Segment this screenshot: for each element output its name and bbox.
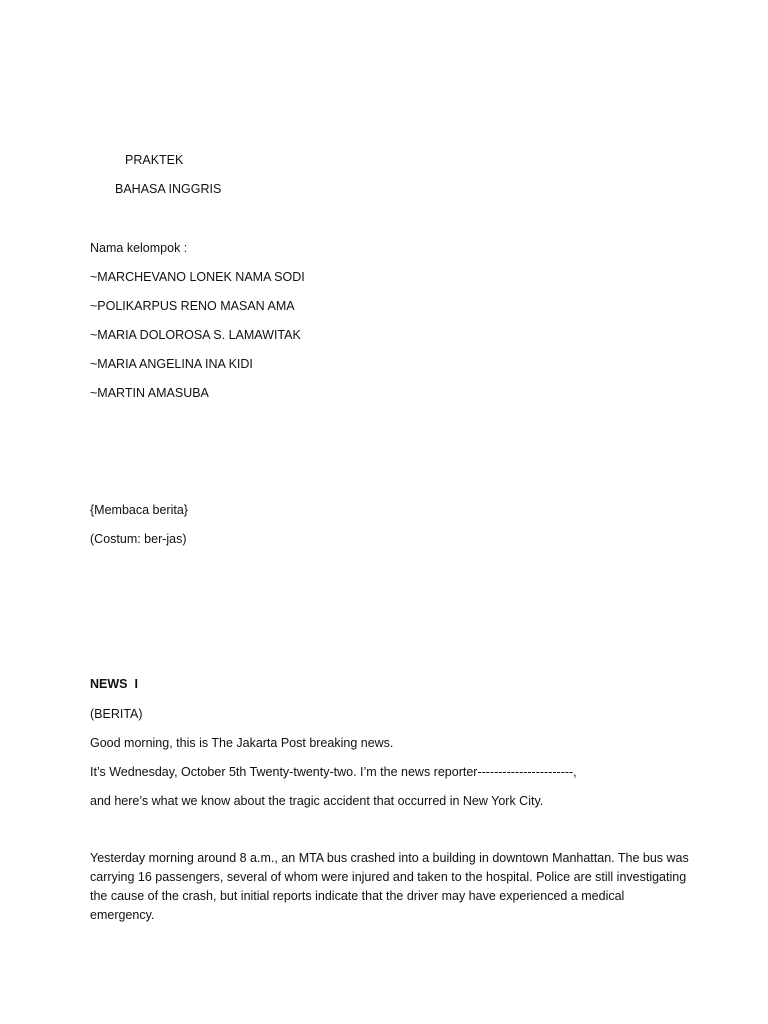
group-member: ~MARIA ANGELINA INA KIDI: [90, 357, 253, 371]
doc-subtitle: BAHASA INGGRIS: [115, 182, 222, 196]
group-label: Nama kelompok :: [90, 241, 188, 255]
group-member: ~POLIKARPUS RENO MASAN AMA: [90, 299, 295, 313]
news-paragraph: Yesterday morning around 8 a.m., an MTA bus crashed into a building in downtown Manhattan. The bus was carrying 16 passengers, several of whom were injured and taken to the hospital. Police are still investigating the cause of the crash, but initial reports indicate that the driver may have experienced a medical emergency.: [90, 851, 689, 922]
doc-title: PRAKTEK: [125, 153, 184, 167]
news-line: Good morning, this is The Jakarta Post breaking news.: [90, 736, 394, 750]
group-member: ~MARIA DOLOROSA S. LAMAWITAK: [90, 328, 301, 342]
news-line: It’s Wednesday, October 5th Twenty-twenty-two. I’m the news reporter-----------------------,: [90, 765, 577, 779]
news-subheading: (BERITA): [90, 707, 143, 721]
group-member: ~MARTIN AMASUBA: [90, 386, 209, 400]
costume-note: (Costum: ber-jas): [90, 532, 187, 546]
news-line: and here’s what we know about the tragic accident that occurred in New York City.: [90, 794, 544, 808]
activity-note: {Membaca berita}: [90, 503, 188, 517]
group-member: ~MARCHEVANO LONEK NAMA SODI: [90, 270, 305, 284]
news-heading: NEWS I: [90, 677, 138, 691]
